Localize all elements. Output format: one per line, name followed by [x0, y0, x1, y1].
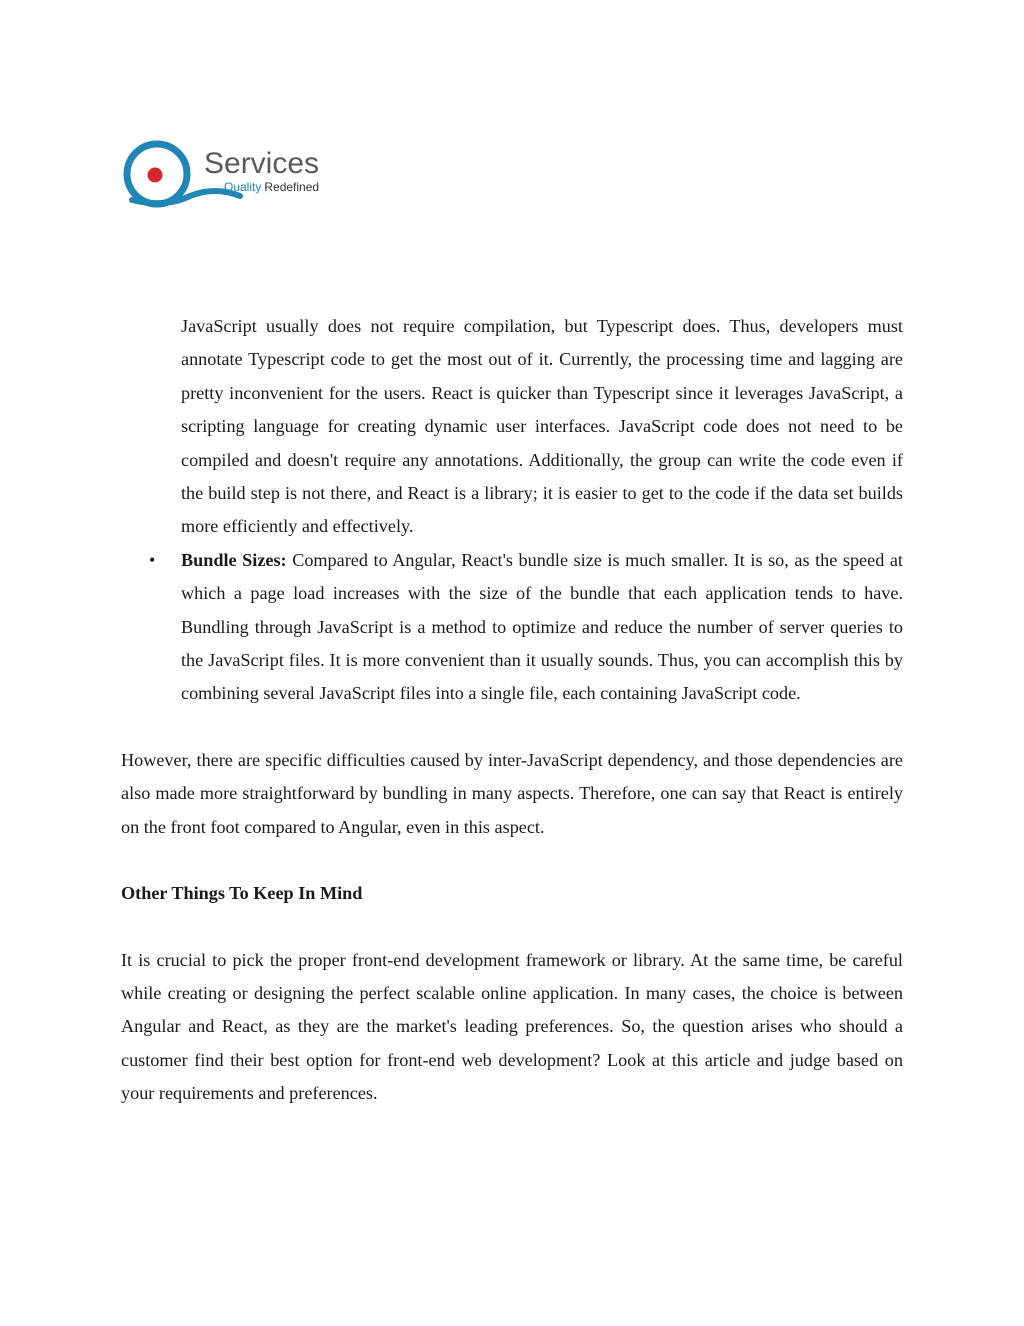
- logo-tagline: Quality Redefined: [224, 180, 320, 194]
- bullet-title: Bundle Sizes:: [181, 549, 287, 570]
- logo-graphic: [120, 136, 340, 216]
- bullet-text: Compared to Angular, React's bundle size is much smaller. It is so, as the speed at which a page load increases with the size of the bundle that each application tends to have. Bundling through JavaScript is a method to optimize and reduce the number of server queries to the JavaScript files. It is more convenient than it usually sounds. Thus, you can accomplish this by combining several JavaScript files into a single file, each containing JavaScript code.: [181, 549, 903, 704]
- conclusion-paragraph: It is crucial to pick the proper front-end development framework or library. At the same time, be careful while creating or designing the perfect scalable online application. In many cases, the choice is between Angular and React, as they are the market's leading preferences. So, the question arises who should a customer find their best option for front-end web development? Look at this article and judge based on your requirements and preferences.: [121, 949, 903, 1104]
- bullet-bundle-sizes: [149, 544, 903, 711]
- document-body: [121, 310, 903, 1111]
- section-heading: Other Things To Keep In Mind: [121, 883, 363, 904]
- bullet-marker: •: [149, 549, 156, 570]
- company-logo: [120, 136, 340, 216]
- logo-dot: [148, 168, 163, 183]
- logo-name: Services: [204, 147, 320, 180]
- dependency-paragraph: However, there are specific difficulties caused by inter-JavaScript dependency, and those dependencies are also made more straightforward by bundling in many aspects. Therefore, one can say that React is entirely on the front foot compared to Angular, even in this aspect.: [121, 749, 903, 837]
- continuation-paragraph: JavaScript usually does not require compilation, but Typescript does. Thus, developers must annotate Typescript code to get the most out of it. Currently, the processing time and lagging are pretty inconvenient for the users. React is quicker than Typescript since it leverages JavaScript, a scripting language for creating dynamic user interfaces. JavaScript code does not need to be compiled and doesn't require any annotations. Additionally, the group can write the code even if the build step is not there, and React is a library; it is easier to get to the code if the data set builds more efficiently and effectively.: [181, 316, 903, 537]
